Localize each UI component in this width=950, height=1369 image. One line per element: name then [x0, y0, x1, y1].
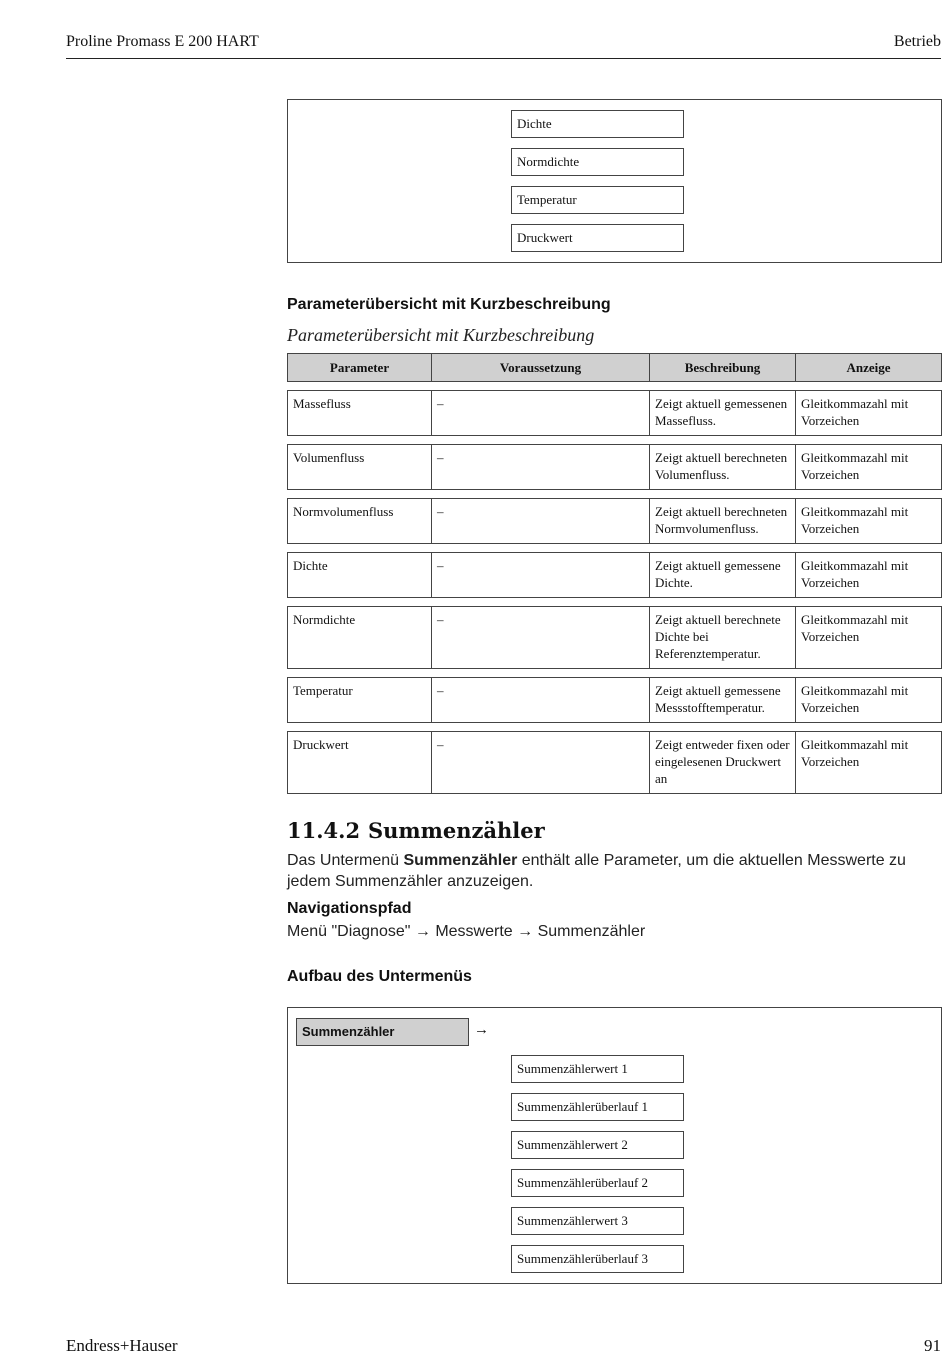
submenu-item: Summenzählerwert 2	[511, 1131, 684, 1159]
section-number: 11.4.2	[287, 818, 361, 843]
table-row	[287, 606, 942, 669]
header-rule	[66, 58, 941, 59]
cell-beschreibung: Zeigt aktuell berechnete Dichte bei Referenztemperatur.	[650, 606, 796, 669]
table-row	[287, 390, 942, 436]
menu-item-druckwert: Druckwert	[511, 224, 684, 252]
cell-beschreibung: Zeigt entweder fixen oder eingelesenen Druckwert an	[650, 731, 796, 794]
cell-beschreibung: Zeigt aktuell gemessene Dichte.	[650, 552, 796, 598]
section-title: Summenzähler	[368, 818, 545, 843]
cell-anzeige: Gleitkommazahl mit Vorzeichen	[796, 444, 942, 490]
header-product: Proline Promass E 200 HART	[66, 33, 259, 50]
cell-parameter: Temperatur	[287, 677, 432, 723]
submenu-item: Summenzählerüberlauf 2	[511, 1169, 684, 1197]
table-row	[287, 552, 942, 598]
submenu-item: Summenzählerüberlauf 1	[511, 1093, 684, 1121]
arrow-right-icon: →	[474, 1022, 489, 1038]
cell-anzeige: Gleitkommazahl mit Vorzeichen	[796, 552, 942, 598]
cell-voraussetzung: –	[432, 390, 650, 436]
nav-heading: Navigationspfad	[287, 900, 412, 917]
cell-beschreibung: Zeigt aktuell berechneten Normvolumenfluss.	[650, 498, 796, 544]
cell-anzeige: Gleitkommazahl mit Vorzeichen	[796, 731, 942, 794]
cell-voraussetzung: –	[432, 677, 650, 723]
submenu-item: Summenzählerwert 1	[511, 1055, 684, 1083]
param-overview-heading: Parameterübersicht mit Kurzbeschreibung	[287, 296, 611, 313]
param-table	[287, 345, 942, 802]
cell-beschreibung: Zeigt aktuell gemessene Messstofftemperatur.	[650, 677, 796, 723]
cell-beschreibung: Zeigt aktuell berechneten Volumenfluss.	[650, 444, 796, 490]
table-row	[287, 444, 942, 490]
cell-parameter: Normvolumenfluss	[287, 498, 432, 544]
footer-page-number: 91	[924, 1336, 941, 1355]
cell-parameter: Massefluss	[287, 390, 432, 436]
cell-anzeige: Gleitkommazahl mit Vorzeichen	[796, 606, 942, 669]
cell-voraussetzung: –	[432, 444, 650, 490]
cell-parameter: Dichte	[287, 552, 432, 598]
nav-path: Menü "Diagnose" → Messwerte → Summenzähler	[287, 923, 646, 940]
table-row	[287, 498, 942, 544]
intro-suffix: enthält alle Parameter, um die aktuellen Messwerte zu jedem Summenzähler anzuzeigen.	[287, 852, 906, 890]
structure-heading: Aufbau des Untermenüs	[287, 968, 472, 985]
param-overview-caption: Parameterübersicht mit Kurzbeschreibung	[287, 325, 595, 345]
intro-prefix: Das Untermenü	[287, 852, 404, 869]
submenu-item: Summenzählerwert 3	[511, 1207, 684, 1235]
header-section: Betrieb	[893, 33, 941, 50]
submenu-item: Summenzählerüberlauf 3	[511, 1245, 684, 1273]
menu-item-normdichte: Normdichte	[511, 148, 684, 176]
table-row	[287, 677, 942, 723]
col-beschreibung: Beschreibung	[650, 353, 796, 382]
table-row	[287, 731, 942, 794]
col-parameter: Parameter	[287, 353, 432, 382]
cell-parameter: Druckwert	[287, 731, 432, 794]
cell-beschreibung: Zeigt aktuell gemessenen Massefluss.	[650, 390, 796, 436]
menu-item-dichte: Dichte	[511, 110, 684, 138]
cell-parameter: Volumenfluss	[287, 444, 432, 490]
cell-voraussetzung: –	[432, 552, 650, 598]
footer-company: Endress+Hauser	[66, 1336, 178, 1355]
cell-voraussetzung: –	[432, 606, 650, 669]
cell-anzeige: Gleitkommazahl mit Vorzeichen	[796, 677, 942, 723]
col-anzeige: Anzeige	[796, 353, 942, 382]
intro-bold: Summenzähler	[403, 852, 518, 869]
cell-voraussetzung: –	[432, 498, 650, 544]
cell-anzeige: Gleitkommazahl mit Vorzeichen	[796, 390, 942, 436]
cell-anzeige: Gleitkommazahl mit Vorzeichen	[796, 498, 942, 544]
table-header-row	[287, 353, 942, 382]
cell-parameter: Normdichte	[287, 606, 432, 669]
submenu-root: Summenzähler	[296, 1018, 469, 1046]
section-intro	[287, 850, 937, 892]
cell-voraussetzung: –	[432, 731, 650, 794]
menu-item-temperatur: Temperatur	[511, 186, 684, 214]
col-voraussetzung: Voraussetzung	[432, 353, 650, 382]
